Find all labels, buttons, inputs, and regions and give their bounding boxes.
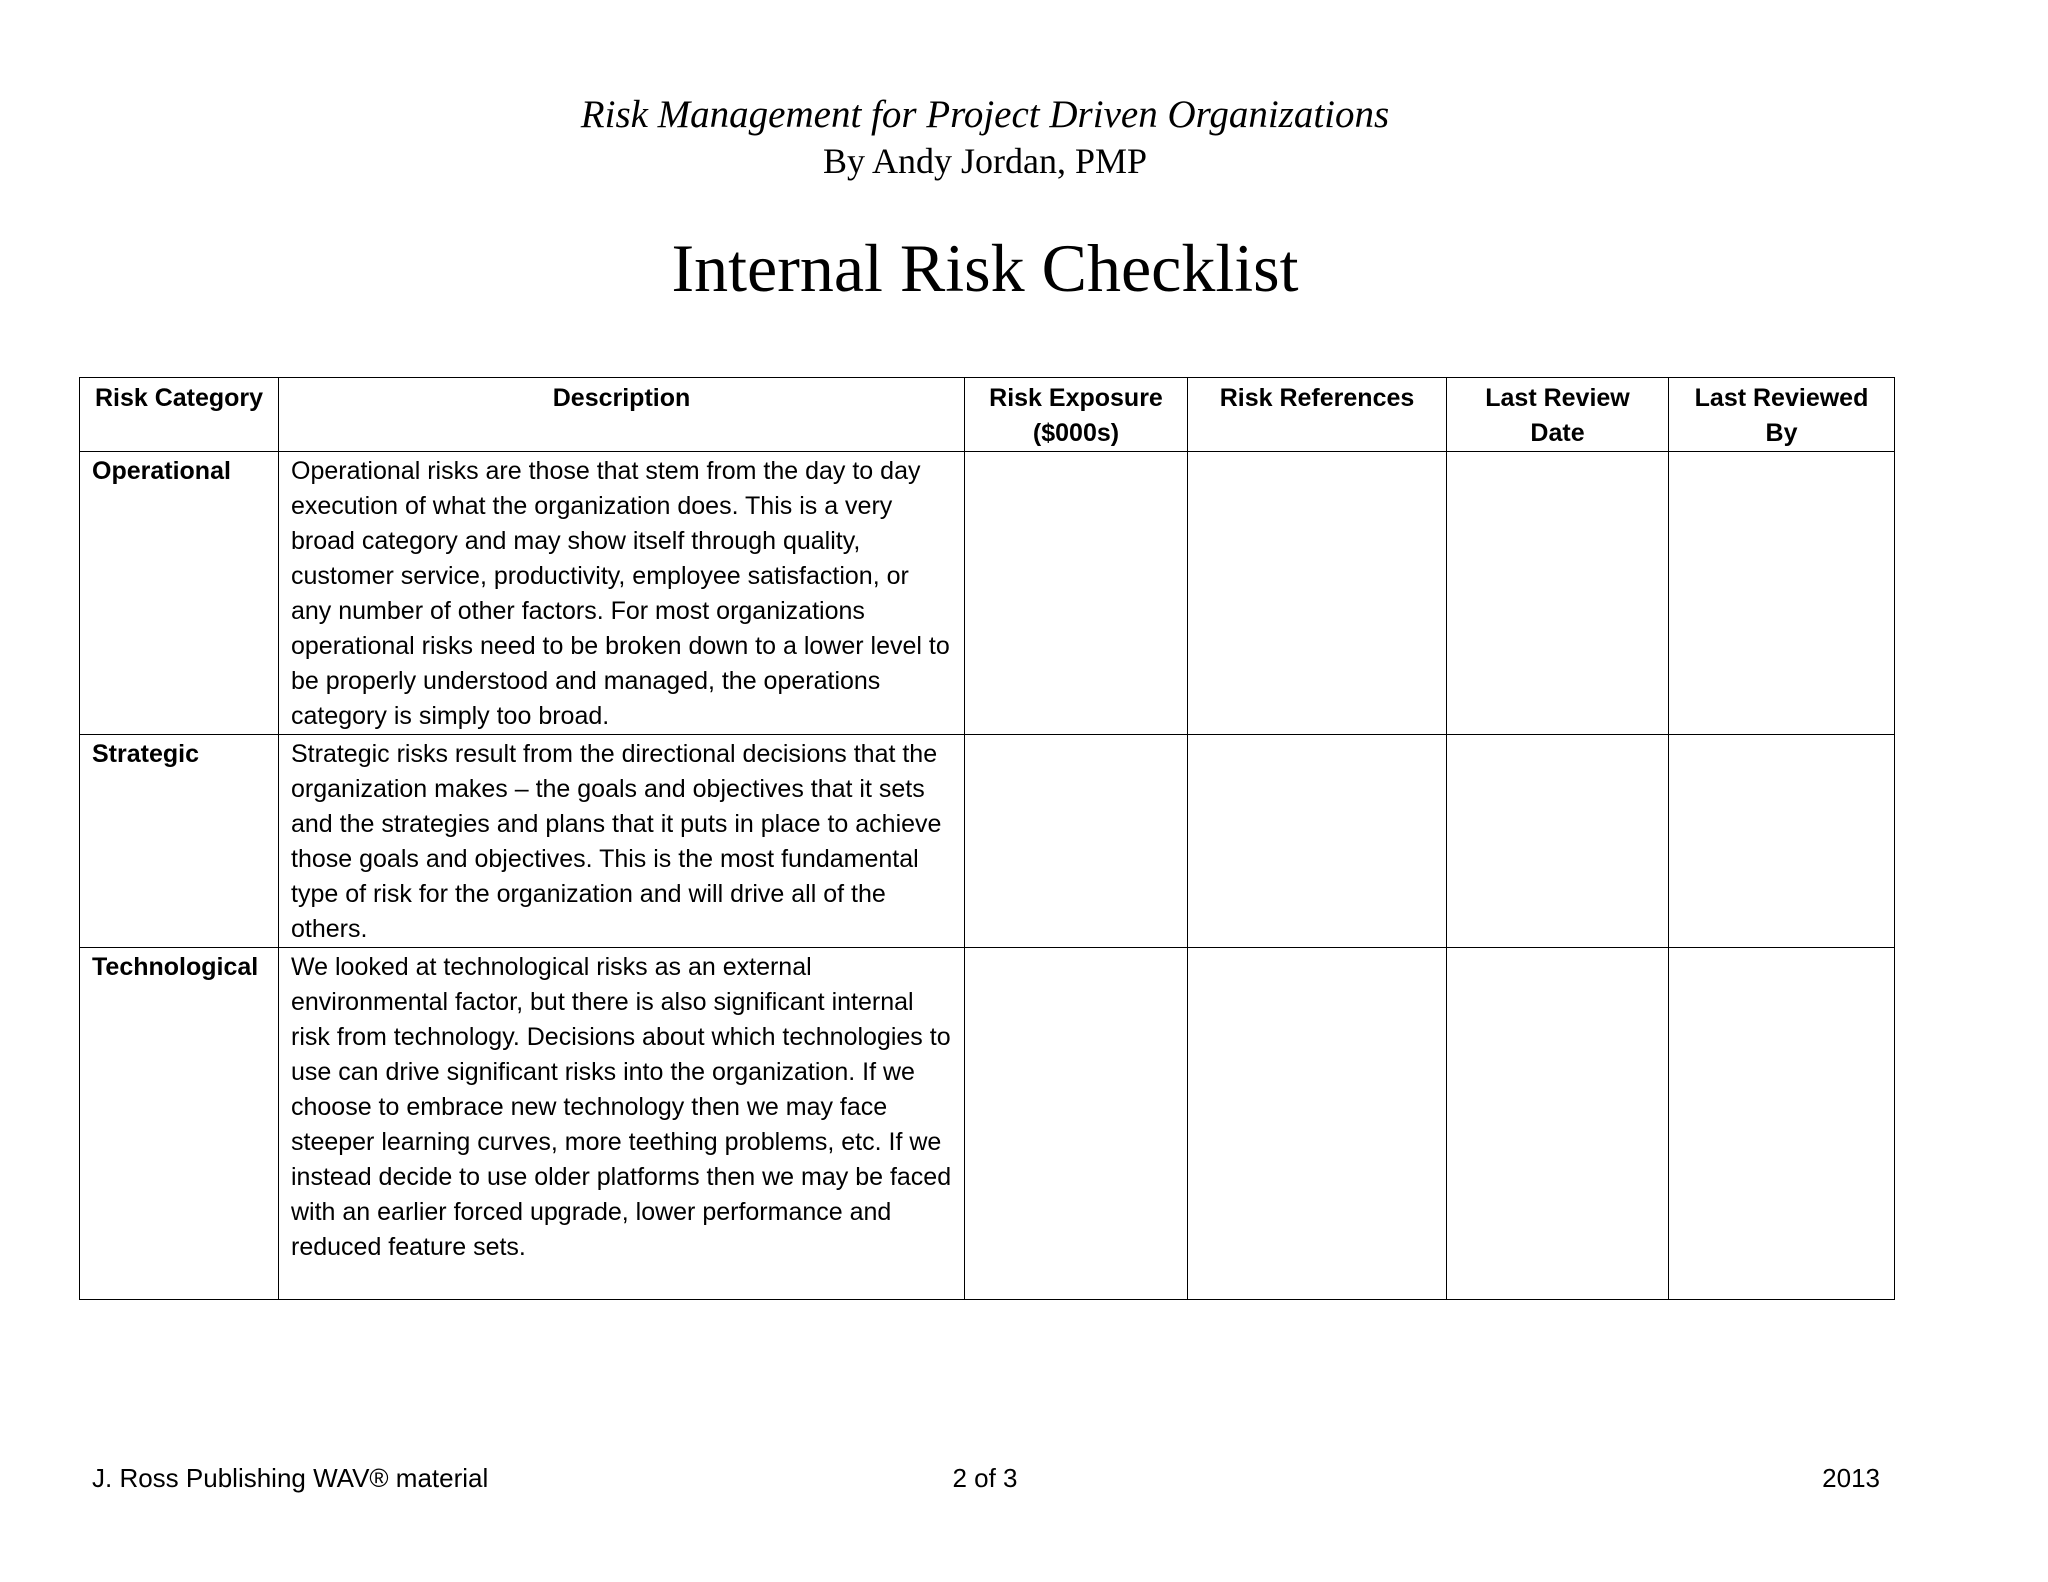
footer-year: 2013 <box>1822 1463 1880 1493</box>
table-row <box>80 452 1895 735</box>
risk-category-cell: Strategic <box>80 735 279 948</box>
risk-exposure-cell <box>965 948 1188 1300</box>
table-header-row <box>80 378 1895 452</box>
risk-references-cell <box>1188 948 1447 1300</box>
risk-references-cell <box>1188 735 1447 948</box>
column-header-last-reviewed-by: Last Reviewed By <box>1669 378 1895 452</box>
column-header-risk-category: Risk Category <box>80 378 279 452</box>
risk-references-cell <box>1188 452 1447 735</box>
footer-publisher: J. Ross Publishing WAV® material <box>92 1463 489 1493</box>
last-review-date-cell <box>1447 948 1669 1300</box>
column-header-risk-exposure: Risk Exposure ($000s) <box>965 378 1188 452</box>
risk-exposure-cell <box>965 452 1188 735</box>
description-cell: Operational risks are those that stem from the day to day execution of what the organization does. This is a very broad category and may show itself through quality, customer service, productivity, employee satisfaction, or any number of other factors. For most organizations operational risks need to be broken down to a lower level to be properly understood and managed, the operations category is simply too broad. <box>279 452 965 735</box>
table-row <box>80 948 1895 1300</box>
last-reviewed-by-cell <box>1669 735 1895 948</box>
table-row <box>80 735 1895 948</box>
description-cell: Strategic risks result from the directional decisions that the organization makes – the goals and objectives that it sets and the strategies and plans that it puts in place to achieve those goals and objectives. This is the most fundamental type of risk for the organization and will drive all of the others. <box>279 735 965 948</box>
risk-exposure-cell <box>965 735 1188 948</box>
column-header-risk-references: Risk References <box>1188 378 1447 452</box>
book-title: Risk Management for Project Driven Organizations <box>580 93 1390 136</box>
last-review-date-cell <box>1447 452 1669 735</box>
footer-page-number: 2 of 3 <box>952 1463 1018 1493</box>
risk-category-cell: Operational <box>80 452 279 735</box>
column-header-last-review-date: Last Review Date <box>1447 378 1669 452</box>
risk-category-cell: Technological <box>80 948 279 1300</box>
column-header-description: Description <box>279 378 965 452</box>
last-review-date-cell <box>1447 735 1669 948</box>
risk-checklist-table <box>79 377 1895 1300</box>
last-reviewed-by-cell <box>1669 948 1895 1300</box>
description-cell: We looked at technological risks as an external environmental factor, but there is also significant internal risk from technology. Decisions about which technologies to use can drive significant risks into the organization. If we choose to embrace new technology then we may face steeper learning curves, more teething problems, etc. If we instead decide to use older platforms then we may be faced with an earlier forced upgrade, lower performance and reduced feature sets. <box>279 948 965 1300</box>
author-line: By Andy Jordan, PMP <box>822 141 1148 181</box>
last-reviewed-by-cell <box>1669 452 1895 735</box>
page-title: Internal Risk Checklist <box>671 230 1299 306</box>
